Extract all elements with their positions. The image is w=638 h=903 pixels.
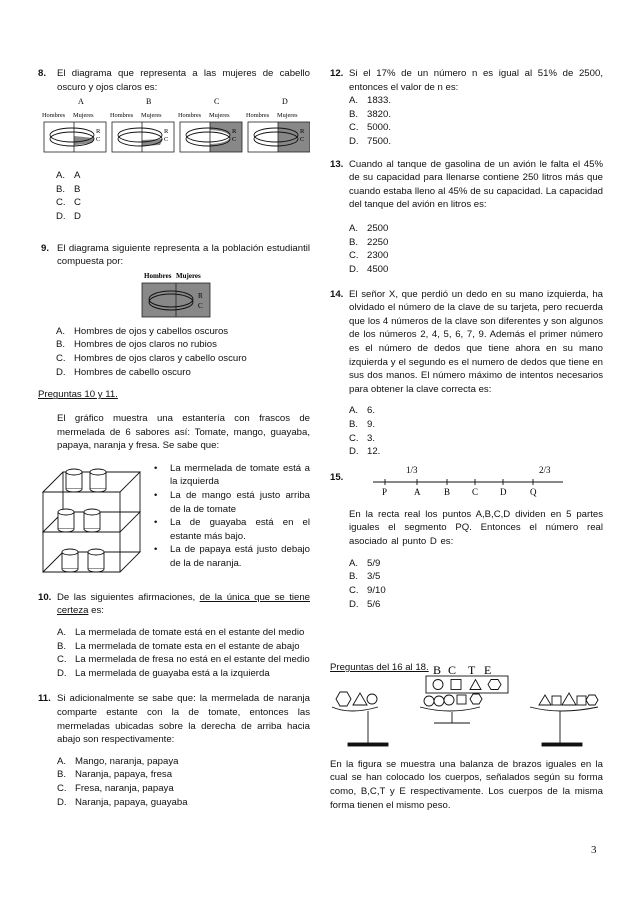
option-c[interactable]: C. 3. — [349, 432, 376, 444]
question-text: El diagrama que representa a las mujeres de cabello oscuro y ojos claros es: — [57, 68, 310, 93]
triangle-shape-icon — [562, 693, 576, 705]
option-d[interactable]: D. 4500 — [349, 263, 389, 275]
option-c[interactable]: C. 2300 — [349, 250, 389, 262]
mujeres-label: Mujeres — [73, 112, 94, 120]
point-label-q: Q — [530, 486, 537, 497]
question-text: El diagrama siguiente representa a la población estudiantil compuesta por: — [57, 242, 310, 268]
legend-letter: B — [433, 662, 442, 677]
clue-item: • La de mango está justo arriba de la de tomate — [154, 489, 310, 515]
circle-shape-icon — [433, 679, 443, 689]
option-a[interactable]: A. La mermelada de tomate está en el estante del medio — [57, 626, 305, 638]
mujeres-label: Mujeres — [141, 112, 162, 120]
venn-diagram-b[interactable] — [110, 97, 174, 152]
jar-icon — [88, 549, 104, 572]
option-d[interactable]: D. 5/6 — [349, 598, 381, 610]
option-d[interactable]: D. 12. — [349, 446, 381, 458]
hexagon-shape-icon — [470, 694, 482, 704]
legend-letter: T — [468, 662, 476, 677]
shelf-illustration — [38, 462, 148, 580]
option-d[interactable]: D. 7500. — [349, 136, 392, 148]
option-b[interactable]: B. Naranja, papaya, fresa — [57, 769, 173, 781]
right-column — [330, 67, 603, 812]
question-text: Si adicionalmente se sabe que: la mermelada de naranja comparte estante con la de tomate, entonces las mermeladas ubicadas sobre la derecha de arriba hacia abajo son respectivamente: — [57, 693, 310, 746]
q13-options — [330, 222, 603, 276]
hombres-label: Hombres — [246, 112, 270, 120]
question-number: 10. — [38, 591, 52, 603]
option-c[interactable]: C. C — [56, 197, 81, 209]
option-b[interactable]: B. B — [56, 183, 81, 195]
shelf-clues — [148, 462, 310, 580]
option-b[interactable]: B. 2250 — [349, 236, 389, 248]
option-d[interactable]: D. Naranja, papaya, guayaba — [57, 796, 188, 808]
fraction-right: 2/3 — [539, 464, 551, 475]
q15-options — [330, 557, 603, 611]
circle-shape-icon — [424, 696, 434, 706]
center-pan — [420, 707, 480, 711]
circle-shape-icon — [367, 694, 377, 704]
question-number: 14. — [330, 288, 344, 300]
q15-text: En la recta real los puntos A,B,C,D dividen en 5 partes iguales el segmento PQ. Entonces el número real asociado al punto D es: — [349, 508, 603, 548]
square-shape-icon — [451, 679, 461, 689]
circle-shape-icon — [434, 696, 444, 706]
section-heading-16-18: Preguntas del 16 al 18. — [330, 662, 429, 674]
q8-options — [38, 169, 310, 223]
question-number: 8. — [38, 68, 47, 79]
option-d[interactable]: D. La mermelada de guayaba está a la izquierda — [57, 667, 270, 679]
square-shape-icon — [577, 696, 586, 705]
question-15 — [330, 461, 603, 497]
svg-text:R: R — [164, 128, 169, 136]
option-c[interactable]: C. Fresa, naranja, papaya — [57, 783, 174, 795]
diagram-letter: B — [146, 97, 152, 107]
jar-icon — [90, 469, 106, 492]
option-b[interactable]: B. Hombres de ojos claros no rubios — [56, 339, 217, 351]
svg-text:R: R — [198, 291, 203, 300]
option-a[interactable]: A. Hombres de ojos y cabellos oscuros — [56, 325, 229, 337]
venn-diagram-a[interactable] — [42, 97, 106, 152]
q11-options — [38, 755, 310, 809]
q14-options — [330, 404, 603, 458]
fraction-left: 1/3 — [406, 464, 418, 475]
question-number: 12. — [330, 68, 344, 79]
option-a[interactable]: A. 1833. — [349, 95, 392, 107]
mujeres-label: Mujeres — [209, 112, 230, 120]
question-13 — [330, 158, 603, 212]
question-number: 15. — [330, 471, 344, 483]
left-pan-objects — [336, 692, 377, 706]
point-label-a: A — [414, 486, 421, 497]
number-line — [353, 461, 603, 497]
option-b[interactable]: B. 9. — [349, 419, 376, 431]
mujeres-label: Mujeres — [277, 112, 298, 120]
hombres-label: Hombres — [144, 271, 172, 280]
circle-shape-icon — [444, 695, 454, 705]
question-12 — [330, 67, 603, 94]
balance-scale — [332, 707, 598, 746]
point-label-p: P — [382, 486, 388, 497]
q10-options — [38, 626, 310, 680]
square-shape-icon — [552, 696, 561, 705]
svg-text:R: R — [232, 128, 237, 136]
jar-icon — [66, 469, 82, 492]
hombres-label: Hombres — [178, 112, 202, 120]
question-number: 11. — [38, 693, 51, 705]
point-label-c: C — [472, 486, 479, 497]
triangle-shape-icon — [353, 693, 367, 705]
jar-icon — [84, 509, 100, 532]
question-number: 9. — [41, 242, 50, 254]
balance-figure — [330, 663, 603, 755]
center-pan-objects — [424, 694, 482, 706]
diagram-letter: A — [78, 97, 84, 107]
svg-text:C: C — [232, 136, 237, 144]
question-10 — [38, 591, 310, 618]
question-9 — [38, 242, 310, 269]
hexagon-shape-icon — [586, 695, 598, 705]
legend-letter: C — [448, 662, 457, 677]
q12-options — [330, 94, 603, 148]
shelf-block — [38, 462, 310, 580]
option-c[interactable]: C. Hombres de ojos claros y cabello oscuro — [56, 353, 247, 365]
hexagon-shape-icon — [488, 679, 501, 689]
point-label-b: B — [444, 486, 451, 497]
svg-text:C: C — [164, 136, 169, 144]
question-14 — [330, 288, 603, 397]
option-a[interactable]: A. 5/9 — [349, 557, 381, 569]
clue-item: • La mermelada de tomate está a la izquierda — [154, 462, 310, 488]
svg-text:R: R — [96, 128, 101, 136]
svg-text:C: C — [96, 136, 101, 144]
option-a[interactable]: A. Mango, naranja, papaya — [57, 755, 179, 767]
question-number: 13. — [330, 158, 344, 170]
jar-icon — [62, 549, 78, 572]
square-shape-icon — [457, 695, 466, 704]
q9-options — [38, 325, 310, 379]
venn-population-diagram — [38, 269, 310, 319]
hombres-label: Hombres — [110, 112, 134, 120]
question-text: De las siguientes afirmaciones, de la única que se tiene certeza es: — [57, 591, 311, 617]
mujeres-label: Mujeres — [176, 271, 201, 280]
option-a[interactable]: A. 6. — [349, 405, 376, 417]
question-8 — [38, 67, 310, 94]
option-c[interactable]: C. La mermelada de fresa no está en el estante del medio — [57, 654, 310, 666]
option-b[interactable]: B. 3/5 — [349, 571, 381, 583]
question-text: Cuando al tanque de gasolina de un avión le falta el 45% de su capacidad para llenarse contiene 250 litros más que cuando estaba lleno al 45% de su capacidad. La capacidad del tanque del avión en litros es: — [349, 158, 603, 211]
svg-text:C: C — [300, 136, 305, 144]
venn-diagram-c[interactable] — [178, 97, 242, 152]
triangle-shape-icon — [470, 679, 481, 689]
svg-text:C: C — [198, 301, 203, 310]
jar-icon — [58, 509, 74, 532]
svg-text:R: R — [300, 128, 305, 136]
question-text: El señor X, que perdió un dedo en su mano izquierda, ha olvidado el número de la clave de su tarjeta, pero recuerda que los 4 números de la clave son diferentes y son algunos de los números 2, 4, 5, 6, 7, 9. Además el primer número es el número de dedos que tiene ahora en su mano izquierda y el segundo es el numero de dedos que tiene en sus dos manos. El número máximo de intentos necesarios para obtener la clave correcta es: — [349, 288, 603, 395]
section-16-18-text: En la figura se muestra una balanza de brazos iguales en la cual se han colocado los cuerpos, señalados según su forma como, B,C,T y E respectivamente. Los cuerpos de la misma forma tienen el mismo peso. — [330, 758, 603, 811]
section-heading-10-11: Preguntas 10 y 11. — [38, 389, 118, 401]
point-label-d: D — [500, 486, 507, 497]
venn-diagram-d[interactable] — [246, 97, 310, 152]
option-a[interactable]: A. A — [56, 170, 81, 182]
right-pan — [530, 707, 598, 711]
question-11 — [38, 692, 310, 746]
section-intro: El gráfico muestra una estantería con frascos de mermelada de 6 sabores así: Tomate, mango, guayaba, papaya, naranja y fresa. Se sabe que: — [57, 412, 310, 452]
legend-letter: E — [484, 662, 492, 677]
option-b[interactable]: B. 3820. — [349, 108, 392, 120]
venn-options-diagram — [38, 95, 310, 161]
option-d[interactable]: D. Hombres de cabello oscuro — [56, 366, 191, 378]
option-c[interactable]: C. 9/10 — [349, 584, 386, 596]
option-b[interactable]: B. La mermelada de tomate esta en el estante de abajo — [57, 640, 300, 652]
option-a[interactable]: A. 2500 — [349, 223, 389, 235]
option-c[interactable]: C. 5000. — [349, 122, 392, 134]
clue-item: • La de papaya está justo debajo de la de naranja. — [154, 544, 310, 570]
clue-item: • La de guayaba está en el estante más bajo. — [154, 517, 310, 542]
diagram-letter: C — [214, 97, 220, 107]
hombres-label: Hombres — [42, 112, 66, 120]
right-pan-objects — [539, 693, 598, 705]
option-d[interactable]: D. D — [56, 211, 81, 223]
question-text: Si el 17% de un número n es igual al 51% de 2500, entonces el valor de n es: — [349, 68, 603, 93]
left-pan — [332, 707, 378, 711]
page-number: 3 — [591, 844, 597, 856]
hexagon-shape-icon — [336, 692, 351, 706]
diagram-letter: D — [282, 97, 288, 107]
triangle-shape-icon — [539, 695, 551, 705]
left-column — [38, 67, 310, 809]
shape-legend — [426, 676, 508, 693]
